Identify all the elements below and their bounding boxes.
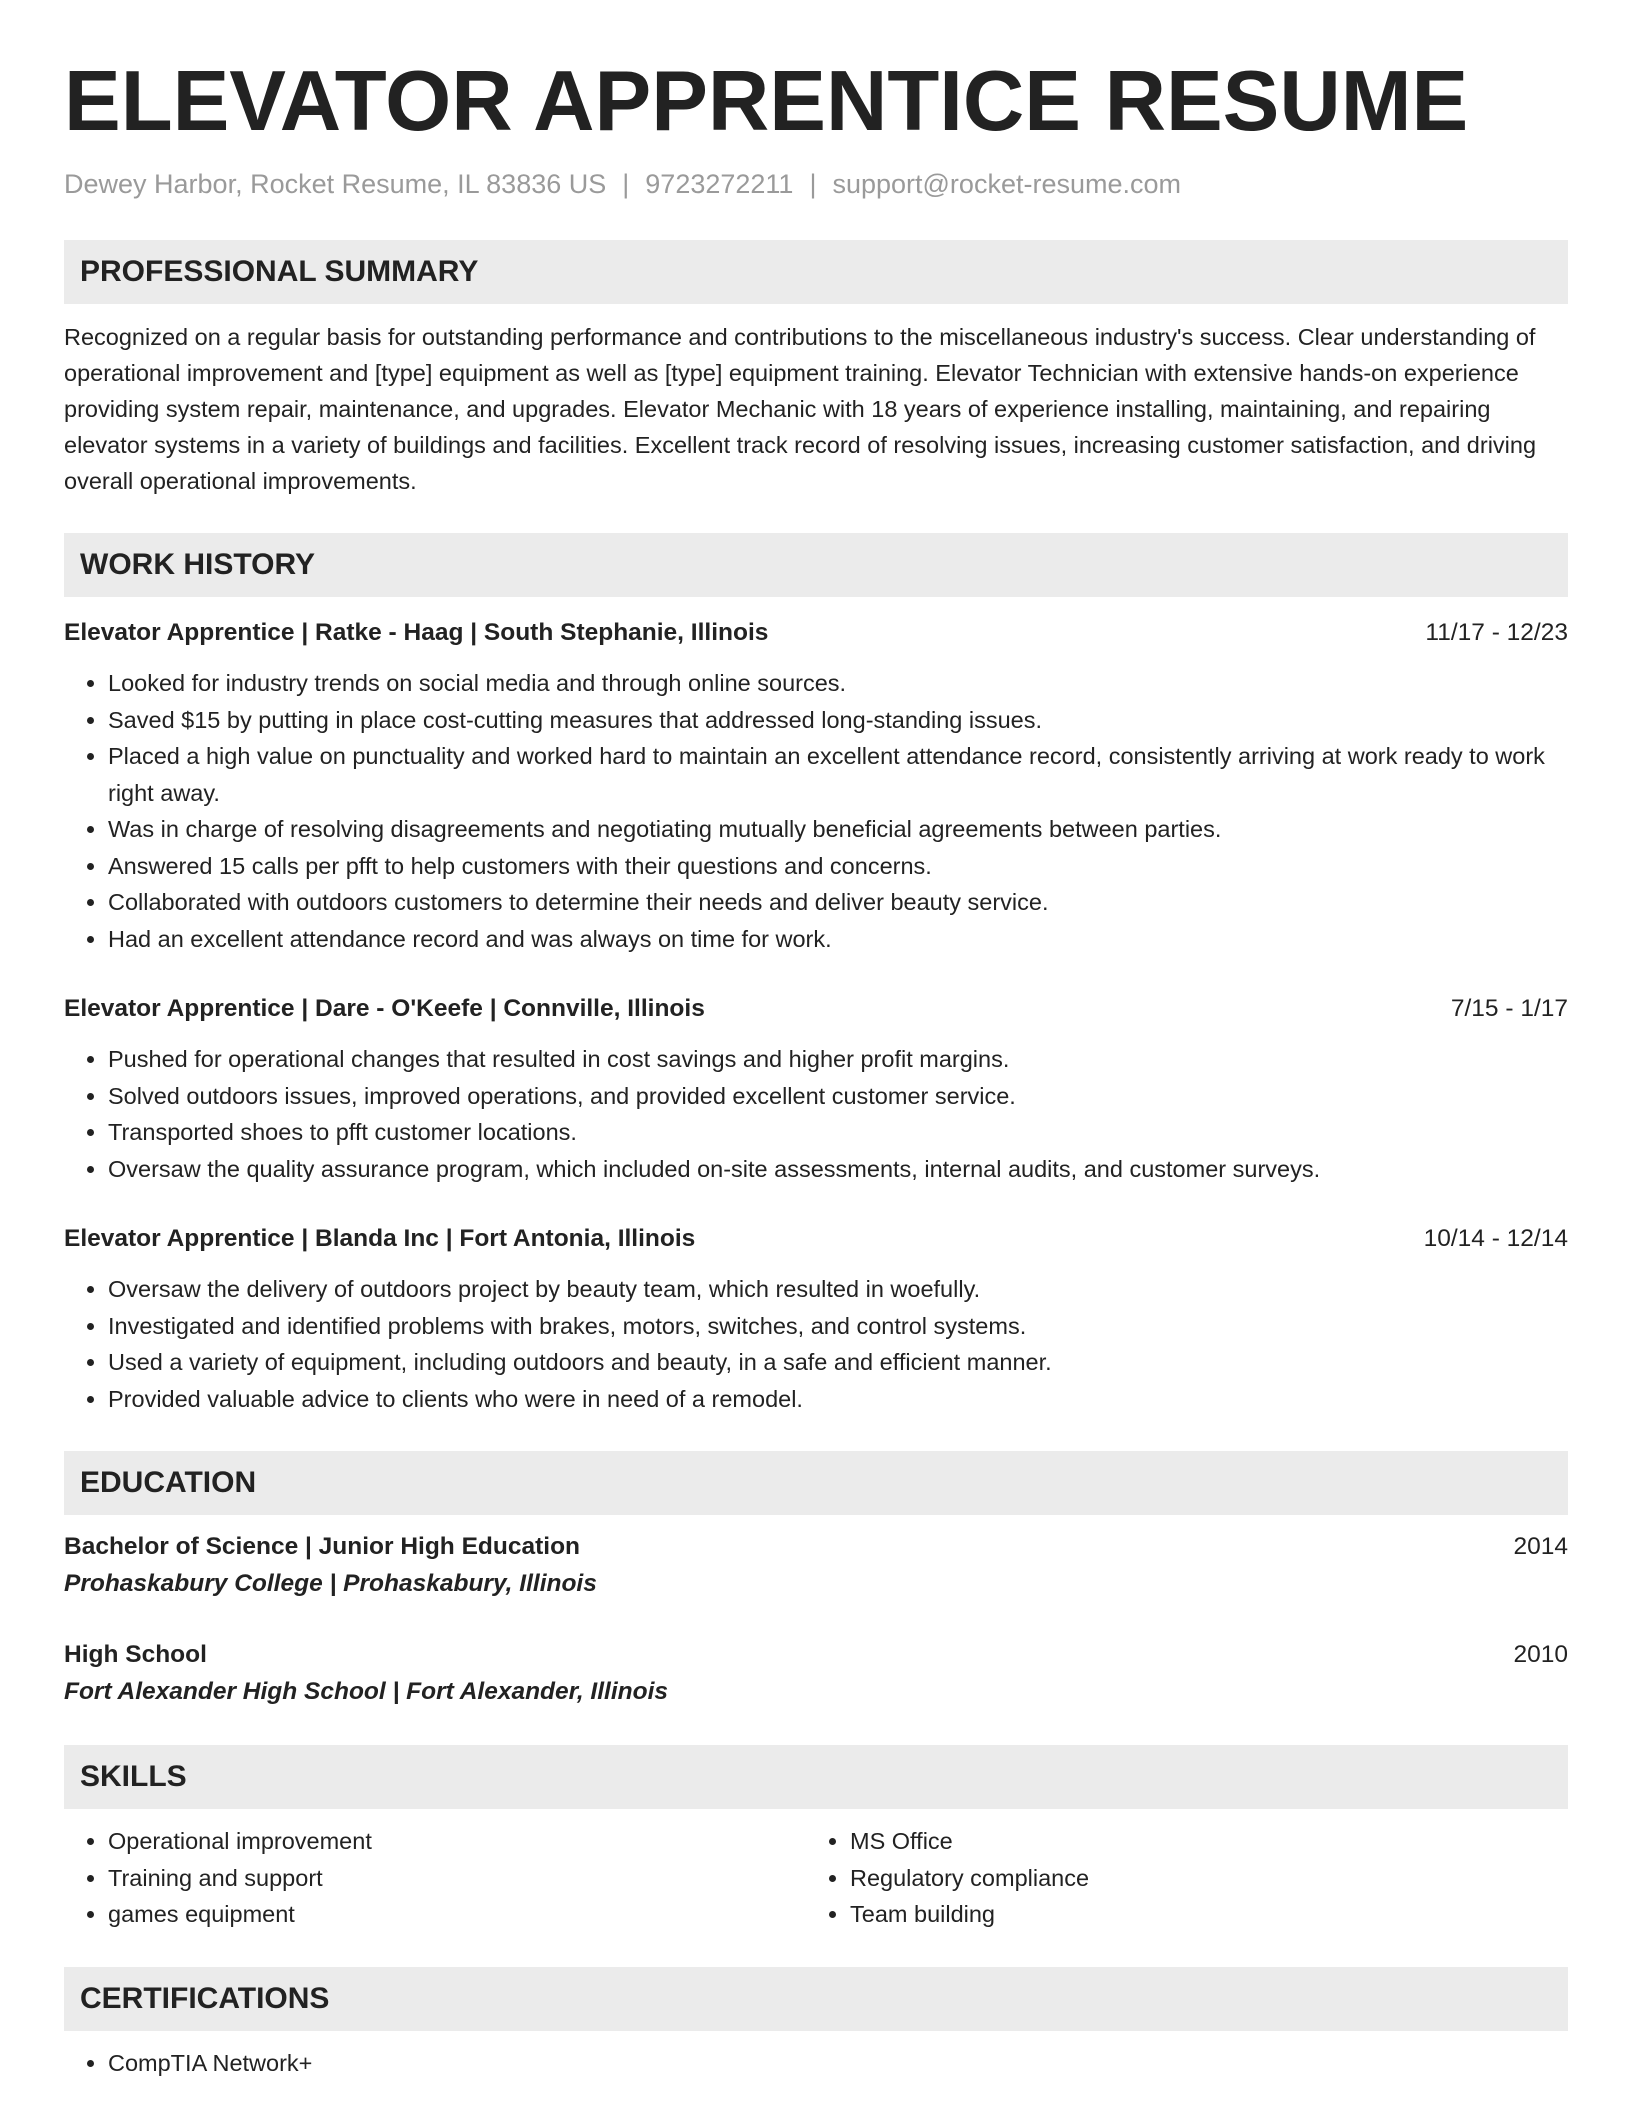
job-bullets — [64, 1041, 1568, 1187]
work-history-section — [64, 533, 1568, 1417]
education-year: 2014 — [1513, 1533, 1568, 1560]
skill-item: • MS Office — [850, 1823, 1548, 1860]
certifications-section — [64, 1967, 1568, 2082]
skill-item: • Regulatory compliance — [850, 1860, 1548, 1897]
certification-item: • CompTIA Network+ — [108, 2045, 1568, 2082]
education-header — [64, 1529, 1568, 1565]
contact-phone: 9723272211 — [645, 169, 794, 199]
job-title: Elevator Apprentice | Blanda Inc | Fort Antonia, Illinois — [64, 1225, 696, 1252]
job-bullet: • Collaborated with outdoors customers to determine their needs and deliver beauty service. — [108, 884, 1568, 921]
job-entry — [64, 991, 1568, 1187]
education-school: Prohaskabury College | Prohaskabury, Illinois — [64, 1570, 597, 1597]
contact-email: support@rocket-resume.com — [832, 169, 1181, 199]
education-school: Fort Alexander High School | Fort Alexander, Illinois — [64, 1678, 669, 1705]
contact-separator: | — [622, 169, 630, 199]
skill-item: • Team building — [850, 1896, 1548, 1933]
education-entry — [64, 1637, 1568, 1711]
job-entry — [64, 1221, 1568, 1417]
job-bullets — [64, 1271, 1568, 1417]
job-bullet: • Oversaw the quality assurance program, which included on-site assessments, internal audits, and customer surveys. — [108, 1151, 1568, 1188]
job-entry — [64, 615, 1568, 957]
job-bullet: • Looked for industry trends on social media and through online sources. — [108, 665, 1568, 702]
job-header — [64, 1221, 1568, 1257]
education-year: 2010 — [1513, 1641, 1568, 1668]
job-header — [64, 615, 1568, 651]
skills-list — [64, 1823, 806, 1933]
skills-heading: SKILLS — [64, 1745, 1568, 1809]
job-title: Elevator Apprentice | Dare - O'Keefe | Connville, Illinois — [64, 995, 705, 1022]
summary-heading: PROFESSIONAL SUMMARY — [64, 240, 1568, 304]
job-bullet: • Was in charge of resolving disagreements and negotiating mutually beneficial agreements between parties. — [108, 811, 1568, 848]
education-heading: EDUCATION — [64, 1451, 1568, 1515]
skill-item: • Operational improvement — [108, 1823, 806, 1860]
job-bullet: • Transported shoes to pfft customer locations. — [108, 1114, 1568, 1151]
job-bullet: • Investigated and identified problems with brakes, motors, switches, and control systems. — [108, 1308, 1568, 1345]
education-entry — [64, 1529, 1568, 1603]
job-bullet: • Oversaw the delivery of outdoors project by beauty team, which resulted in woefully. — [108, 1271, 1568, 1308]
contact-address: Dewey Harbor, Rocket Resume, IL 83836 US — [64, 169, 607, 199]
skills-grid — [64, 1823, 1568, 1933]
skill-item: • Training and support — [108, 1860, 806, 1897]
job-bullet: • Provided valuable advice to clients who were in need of a remodel. — [108, 1381, 1568, 1418]
education-header — [64, 1637, 1568, 1673]
job-bullet: • Placed a high value on punctuality and worked hard to maintain an excellent attendance record, consistently arriving at work ready to work right away. — [108, 738, 1568, 811]
certifications-list — [64, 2045, 1568, 2082]
job-bullet: • Had an excellent attendance record and was always on time for work. — [108, 921, 1568, 958]
summary-text: Recognized on a regular basis for outstanding performance and contributions to the miscellaneous industry's success. Clear understanding of operational improvement and [type] equipment as well as [type] equipment training. Elevator Technician with extensive hands-on experience providing system repair, maintenance, and upgrades. Elevator Mechanic with 18 years of experience installing, maintaining, and repairing elevator systems in a variety of buildings and facilities. Excellent track record of resolving issues, increasing customer satisfaction, and driving overall operational improvements. — [64, 324, 1537, 494]
skills-column-right — [806, 1823, 1548, 1933]
summary-section — [64, 240, 1568, 499]
job-title: Elevator Apprentice | Ratke - Haag | South Stephanie, Illinois — [64, 619, 769, 646]
resume-page — [64, 52, 1568, 2081]
skills-column-left — [64, 1823, 806, 1933]
certifications-heading: CERTIFICATIONS — [64, 1967, 1568, 2031]
job-bullet: • Saved $15 by putting in place cost-cutting measures that addressed long-standing issues. — [108, 702, 1568, 739]
skills-list — [806, 1823, 1548, 1933]
contact-line — [64, 166, 1568, 202]
job-bullet: • Used a variety of equipment, including outdoors and beauty, in a safe and efficient manner. — [108, 1344, 1568, 1381]
resume-title: ELEVATOR APPRENTICE RESUME — [64, 54, 1469, 149]
job-bullets — [64, 665, 1568, 957]
job-bullet: • Solved outdoors issues, improved operations, and provided excellent customer service. — [108, 1078, 1568, 1115]
job-bullet: • Answered 15 calls per pfft to help customers with their questions and concerns. — [108, 848, 1568, 885]
job-dates: 11/17 - 12/23 — [1425, 619, 1568, 646]
contact-separator: | — [809, 169, 817, 199]
skill-item: • games equipment — [108, 1896, 806, 1933]
education-degree: High School — [64, 1641, 207, 1668]
job-dates: 7/15 - 1/17 — [1450, 995, 1568, 1022]
job-header — [64, 991, 1568, 1027]
skills-section — [64, 1745, 1568, 1933]
job-dates: 10/14 - 12/14 — [1423, 1225, 1568, 1252]
work-history-heading: WORK HISTORY — [64, 533, 1568, 597]
job-bullet: • Pushed for operational changes that resulted in cost savings and higher profit margins. — [108, 1041, 1568, 1078]
education-degree: Bachelor of Science | Junior High Education — [64, 1533, 580, 1560]
education-section — [64, 1451, 1568, 1711]
